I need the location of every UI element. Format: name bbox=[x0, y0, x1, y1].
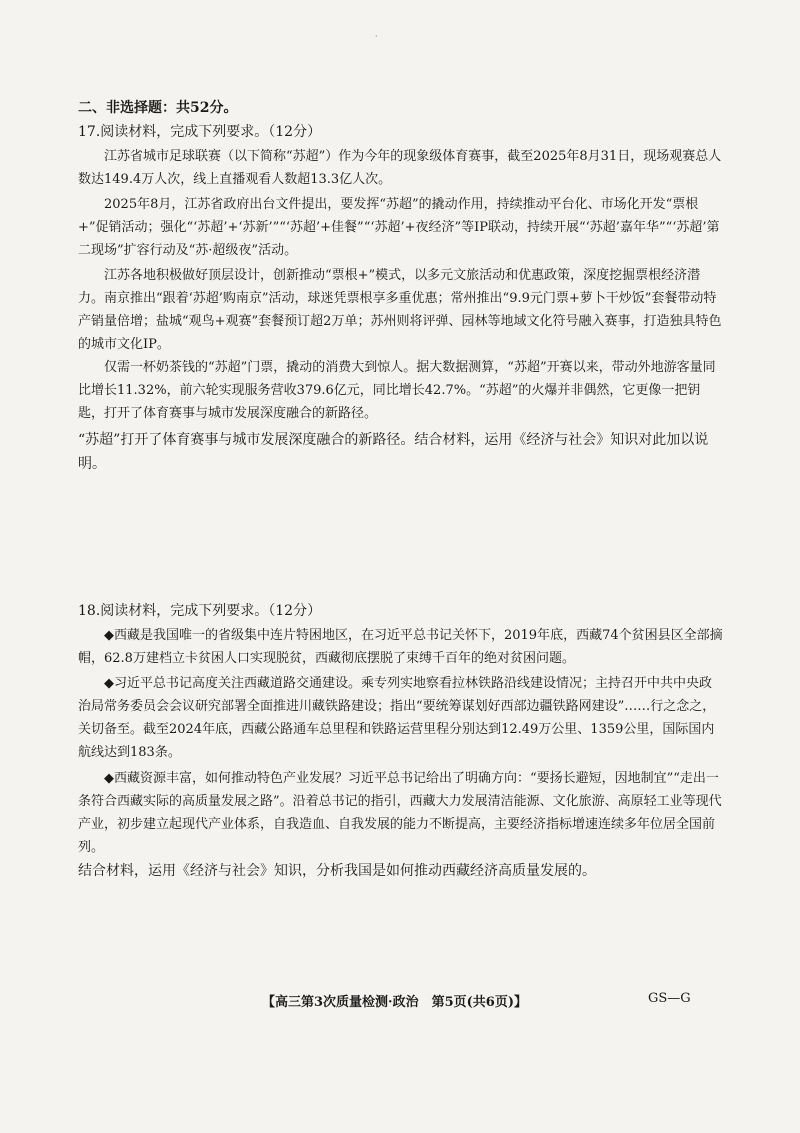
footer-code: GS—G bbox=[648, 991, 691, 1006]
section-title: 二、非选择题：共52分。 bbox=[78, 100, 238, 116]
q17-heading: 17.阅读材料，完成下列要求。（12分） bbox=[78, 124, 322, 140]
footer-title: 【高三第3次质量检测·政治 第5页(共6页)】 bbox=[262, 995, 527, 1010]
q17-question: “苏超”打开了体育赛事与城市发展深度融合的新路径。结合材料，运用《经济与社会》知识对此加以说明。 bbox=[78, 432, 709, 472]
q17-paragraph-3: 江苏各地积极做好顶层设计，创新推动“票根+”模式，以多元文旅活动和优惠政策，深度挖掘票根经济潜力。南京推出“跟着‘苏超’购南京”活动，球迷凭票根享多重优惠；常州推出“9.9元门票+萝卜干炒饭”套餐带动特产销量倍增；盐城“观鸟+观赛”套餐预订超2万单；苏州则将评弹、园林等地域文化符号融入赛事，打造独具特色的城市文化IP。 bbox=[78, 268, 722, 352]
q18-paragraph-2: ◆习近平总书记高度关注西藏道路交通建设。乘专列实地察看拉林铁路沿线建设情况；主持召开中共中央政治局常务委员会会议研究部署全面推进川藏铁路建设；指出“要统筹谋划好西部边疆铁路网建设”……行之念之，关切备至。截至2024年底，西藏公路通车总里程和铁路运营里程分别达到12.49万公里、1359公里，国际国内航线达到183条。 bbox=[78, 676, 716, 760]
q17-paragraph-4: 仅需一杯奶茶钱的“苏超”门票，撬动的消费大到惊人。据大数据测算，“苏超”开赛以来，带动外地游客量同比增长11.32%，前六轮实现服务营收379.6亿元，同比增长42.7%。“苏超”的火爆并非偶然，它更像一把钥匙，打开了体育赛事与城市发展深度融合的新路径。 bbox=[78, 360, 716, 421]
q17-paragraph-1: 江苏省城市足球联赛（以下简称“苏超”）作为今年的现象级体育赛事，截至2025年8月31日，现场观赛总人数达149.4万人次，线上直播观看人数超13.3亿人次。 bbox=[78, 149, 722, 187]
q18-heading: 18.阅读材料，完成下列要求。（12分） bbox=[78, 603, 322, 619]
q17-paragraph-2: 2025年8月，江苏省政府出台文件提出，要发挥“苏超”的撬动作用，持续推动平台化、市场化开发“票根+”促销活动；强化“‘苏超’+‘苏新’”“‘苏超’+佳餐”“‘苏超’+夜经济”等IP联动，持续开展“‘苏超’嘉年华”“‘苏超’第二现场”扩容行动及“苏·超级夜”活动。 bbox=[78, 197, 720, 258]
q18-question: 结合材料，运用《经济与社会》知识，分析我国是如何推动西藏经济高质量发展的。 bbox=[78, 863, 596, 879]
scan-dot: · bbox=[375, 32, 378, 41]
q18-paragraph-3: ◆西藏资源丰富，如何推动特色产业发展？习近平总书记给出了明确方向：“要扬长避短，因地制宜”“走出一条符合西藏实际的高质量发展之路”。沿着总书记的指引，西藏大力发展清洁能源、文化旅游、高原轻工业等现代产业，初步建立起现代产业体系，自我造血、自我发展的能力不断提高，主要经济指标增速连续多年位居全国前列。 bbox=[78, 771, 722, 855]
q18-paragraph-1: ◆西藏是我国唯一的省级集中连片特困地区，在习近平总书记关怀下，2019年底，西藏74个贫困县区全部摘帽，62.8万建档立卡贫困人口实现脱贫，西藏彻底摆脱了束缚千百年的绝对贫困问题。 bbox=[78, 628, 723, 666]
